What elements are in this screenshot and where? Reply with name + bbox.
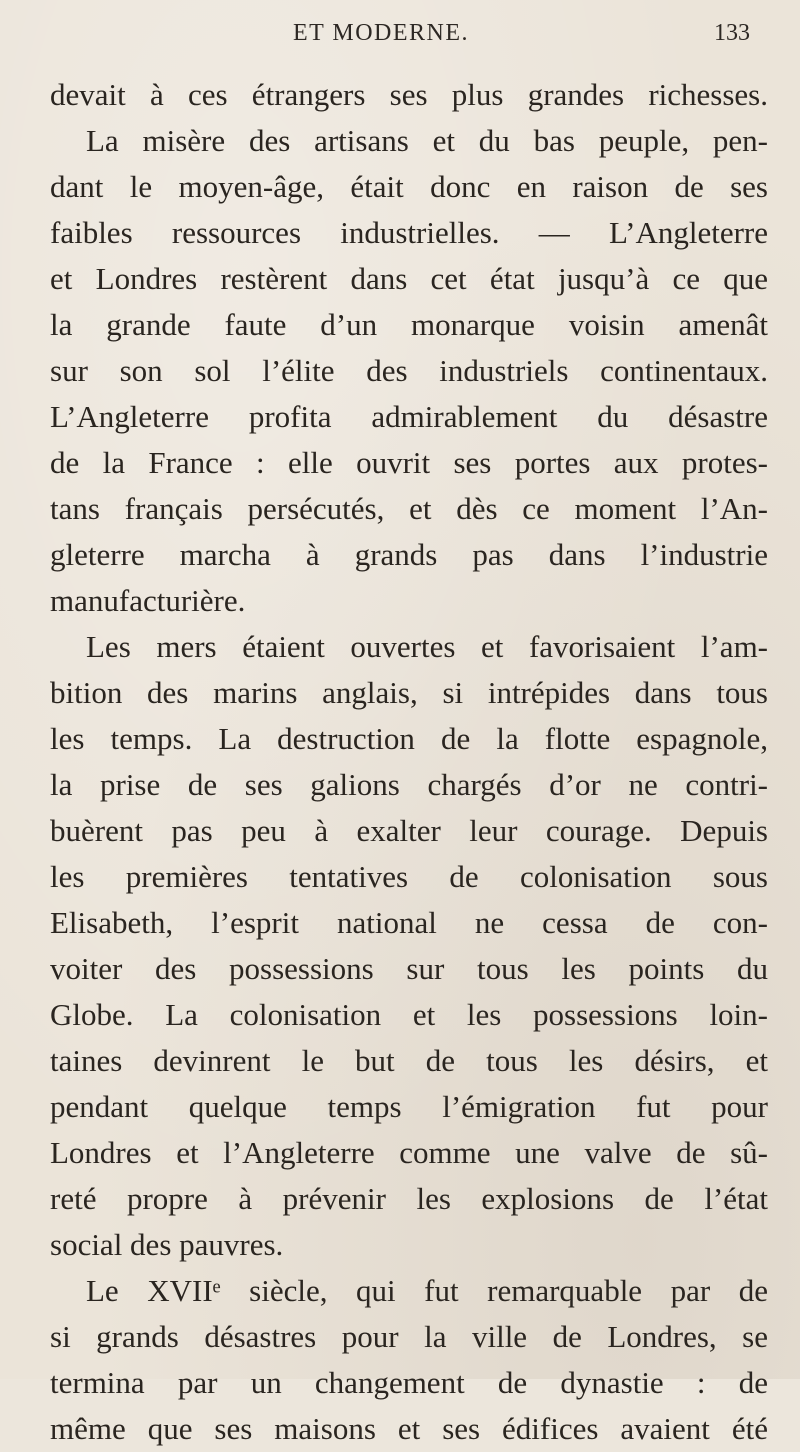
- text-line: social des pauvres.: [50, 1227, 284, 1262]
- text-line: L’Angleterre profita admirablement du désastre: [50, 399, 768, 434]
- text-line: devait à ces étrangers ses plus grandes richesses.: [50, 77, 768, 112]
- text-line: dant le moyen-âge, était donc en raison de ses: [50, 169, 768, 204]
- text-line: de la France : elle ouvrit ses portes aux protes-: [50, 445, 768, 480]
- body-text: [50, 72, 768, 1452]
- text-line: la grande faute d’un monarque voisin amenât: [50, 307, 768, 342]
- text-line: manufacturière.: [50, 583, 246, 618]
- text-line: les premières tentatives de colonisation sous: [50, 859, 768, 894]
- text-line: les temps. La destruction de la flotte espagnole,: [50, 721, 768, 756]
- text-line: bition des marins anglais, si intrépides dans tous: [50, 675, 768, 710]
- text-line: et Londres restèrent dans cet état jusqu’à ce que: [50, 261, 768, 296]
- text-line: taines devinrent le but de tous les désirs, et: [50, 1043, 768, 1078]
- text-line: Elisabeth, l’esprit national ne cessa de con-: [50, 905, 768, 940]
- text-line: voiter des possessions sur tous les points du: [50, 951, 768, 986]
- text-line: tans français persécutés, et dès ce moment l’An-: [50, 491, 768, 526]
- text-line: buèrent pas peu à exalter leur courage. Depuis: [50, 813, 768, 848]
- text-line: pendant quelque temps l’émigration fut pour: [50, 1089, 768, 1124]
- text-line: Londres et l’Angleterre comme une valve de sû-: [50, 1135, 768, 1170]
- text-line: Globe. La colonisation et les possessions loin-: [50, 997, 768, 1032]
- text-line: sur son sol l’élite des industriels continentaux.: [50, 353, 768, 388]
- text-line: termina par un changement de dynastie : de: [50, 1365, 768, 1400]
- text-line: Les mers étaient ouvertes et favorisaient l’am-: [86, 629, 768, 664]
- text-line: La misère des artisans et du bas peuple, pen-: [86, 123, 768, 158]
- text-line: faibles ressources industrielles. — L’Angleterre: [50, 215, 768, 250]
- text-line: même que ses maisons et ses édifices avaient été: [50, 1411, 768, 1446]
- running-title: ET MODERNE.: [293, 20, 470, 46]
- text-line: la prise de ses galions chargés d’or ne contri-: [50, 767, 768, 802]
- text-line: Le XVIIᵉ siècle, qui fut remarquable par de: [86, 1273, 768, 1308]
- text-line: gleterre marcha à grands pas dans l’industrie: [50, 537, 768, 572]
- text-line: si grands désastres pour la ville de Londres, se: [50, 1319, 768, 1354]
- page-number: 133: [714, 20, 750, 46]
- page-header: [0, 20, 800, 60]
- text-line: reté propre à prévenir les explosions de l’état: [50, 1181, 768, 1216]
